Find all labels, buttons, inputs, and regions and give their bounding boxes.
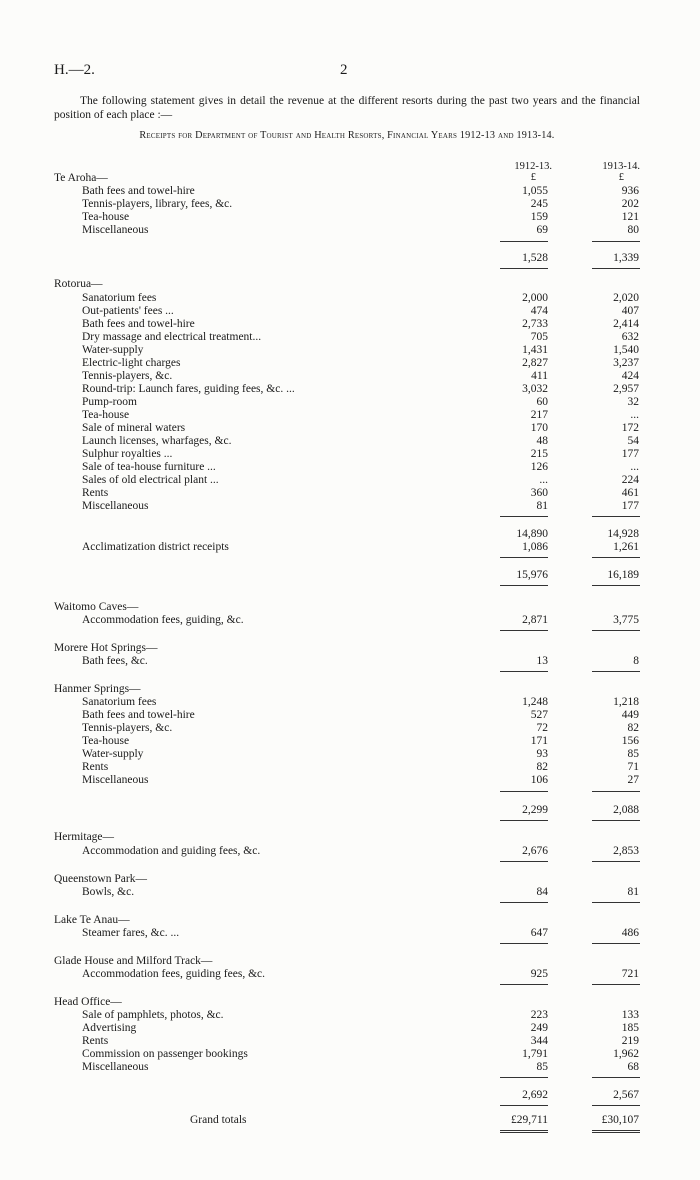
line-item-row	[0, 968, 700, 981]
value-1912-13: ...	[539, 474, 548, 486]
total-rule	[500, 671, 548, 672]
section-heading-row	[0, 172, 700, 185]
total-rule	[500, 557, 548, 558]
line-item-row	[0, 396, 700, 409]
value-1912-13: 13	[536, 655, 548, 667]
row-label: Grand totals	[190, 1114, 247, 1126]
value-1912-13: 15,976	[516, 569, 548, 581]
column-year: 1913-14.	[602, 161, 640, 172]
row-label: Water-supply	[82, 748, 144, 760]
section-title: Te Aroha—	[54, 172, 108, 184]
row-label: Bath fees and towel-hire	[82, 185, 195, 197]
section-heading-row	[0, 278, 700, 291]
table-caption-text: Receipts for Department of Tourist and Health Resorts, Financial Years 1912-13 and 1913-14.	[139, 130, 555, 141]
value-1912-13: 2,871	[522, 614, 548, 626]
line-item-row	[0, 709, 700, 722]
row-label: Rents	[82, 1035, 109, 1047]
line-item-row	[0, 448, 700, 461]
section-title: Hermitage—	[54, 831, 115, 843]
value-1913-14: 82	[627, 722, 639, 734]
double-rule	[500, 1130, 548, 1133]
line-item-row	[0, 305, 700, 318]
grand-total-row	[0, 1114, 700, 1127]
section-title: Hanmer Springs—	[54, 683, 141, 695]
total-rule	[592, 516, 640, 517]
total-rule	[500, 1105, 548, 1106]
total-rule	[500, 902, 548, 903]
value-1913-14: 3,775	[613, 614, 639, 626]
table-caption	[54, 129, 640, 142]
value-1913-14: 177	[621, 500, 639, 512]
value-1912-13: 1,431	[522, 344, 548, 356]
row-label: Tea-house	[82, 211, 130, 223]
total-rule	[500, 241, 548, 242]
value-1912-13: 1,791	[522, 1048, 548, 1060]
total-rule	[500, 943, 548, 944]
section-heading-row	[0, 873, 700, 886]
total-rule	[592, 630, 640, 631]
value-1913-14: 133	[621, 1009, 639, 1021]
value-1913-14: 1,962	[613, 1048, 639, 1060]
value-1913-14: 449	[621, 709, 639, 721]
line-item-row	[0, 474, 700, 487]
section-title: Morere Hot Springs—	[54, 642, 158, 654]
value-1912-13: 925	[530, 968, 548, 980]
line-item-row	[0, 696, 700, 709]
section-heading-row	[0, 914, 700, 927]
row-label: Sale of mineral waters	[82, 422, 186, 434]
value-1912-13: 14,890	[516, 528, 548, 540]
section-heading-row	[0, 601, 700, 614]
total-rule	[592, 902, 640, 903]
value-1912-13: 81	[536, 500, 548, 512]
value-1912-13: 2,676	[522, 845, 548, 857]
value-1913-14: 721	[621, 968, 639, 980]
section-heading-row	[0, 683, 700, 696]
value-1913-14: 16,189	[607, 569, 639, 581]
row-label: Tea-house	[82, 735, 130, 747]
line-item-row	[0, 344, 700, 357]
subtotal-row	[0, 528, 700, 541]
value-1912-13: 69	[536, 224, 548, 236]
double-rule	[592, 1130, 640, 1133]
value-1912-13: 245	[530, 198, 548, 210]
line-item-row	[0, 435, 700, 448]
total-rule	[500, 585, 548, 586]
row-label: Sulphur royalties ...	[82, 448, 173, 460]
total-rule	[500, 1077, 548, 1078]
value-1912-13: 2,733	[522, 318, 548, 330]
total-rule	[592, 557, 640, 558]
section-title: Waitomo Caves—	[54, 601, 139, 613]
row-label: Bath fees, &c.	[82, 655, 148, 667]
row-label: Water-supply	[82, 344, 144, 356]
value-1912-13: 93	[536, 748, 548, 760]
line-item-row	[0, 1009, 700, 1022]
value-1913-14: 32	[627, 396, 639, 408]
total-rule	[500, 516, 548, 517]
line-item-row	[0, 185, 700, 198]
value-1912-13: 2,000	[522, 292, 548, 304]
value-1913-14: 2,957	[613, 383, 639, 395]
row-label: Miscellaneous	[82, 224, 149, 236]
row-label: Sales of old electrical plant ...	[82, 474, 219, 486]
value-1912-13: 170	[530, 422, 548, 434]
line-item-row	[0, 500, 700, 513]
line-item-row	[0, 409, 700, 422]
value-1913-14: 80	[627, 224, 639, 236]
value-1912-13: 647	[530, 927, 548, 939]
line-item-row	[0, 211, 700, 224]
value-1913-14: 219	[621, 1035, 639, 1047]
value-1913-14: 224	[621, 474, 639, 486]
value-1913-14: 121	[621, 211, 639, 223]
line-item-row	[0, 735, 700, 748]
subtotal-row	[0, 252, 700, 265]
value-1912-13: 705	[530, 331, 548, 343]
value-1912-13: 360	[530, 487, 548, 499]
row-label: Launch licenses, wharfages, &c.	[82, 435, 232, 447]
value-1912-13: 72	[536, 722, 548, 734]
total-rule	[592, 1105, 640, 1106]
value-1913-14: 632	[621, 331, 639, 343]
subtotal-row	[0, 569, 700, 582]
value-1912-13: 3,032	[522, 383, 548, 395]
column-year: 1912-13.	[514, 161, 552, 172]
total-rule	[592, 241, 640, 242]
row-label: Tennis-players, &c.	[82, 722, 173, 734]
value-1913-14: ...	[630, 409, 639, 421]
row-label: Sanatorium fees	[82, 292, 157, 304]
line-item-row	[0, 487, 700, 500]
row-label: Bath fees and towel-hire	[82, 709, 195, 721]
line-item-row	[0, 774, 700, 787]
total-rule	[592, 861, 640, 862]
total-rule	[592, 671, 640, 672]
row-label: Bowls, &c.	[82, 886, 135, 898]
row-label: Bath fees and towel-hire	[82, 318, 195, 330]
value-1913-14: 177	[621, 448, 639, 460]
page-number: 2	[340, 62, 348, 78]
value-1913-14: 3,237	[613, 357, 639, 369]
total-rule	[500, 630, 548, 631]
subtotal-row	[0, 1089, 700, 1102]
line-item-row	[0, 655, 700, 668]
value-1912-13: 106	[530, 774, 548, 786]
value-1912-13: 527	[530, 709, 548, 721]
value-1913-14: 407	[621, 305, 639, 317]
line-item-row	[0, 1061, 700, 1074]
value-1913-14: 1,540	[613, 344, 639, 356]
value-1913-14: 185	[621, 1022, 639, 1034]
value-1913-14: 14,928	[607, 528, 639, 540]
line-item-row	[0, 331, 700, 344]
value-1912-13: 1,248	[522, 696, 548, 708]
value-1912-13: 85	[536, 1061, 548, 1073]
section-heading-row	[0, 955, 700, 968]
line-item-row	[0, 422, 700, 435]
value-1913-14: 156	[621, 735, 639, 747]
section-heading-row	[0, 831, 700, 844]
row-label: Round-trip: Launch fares, guiding fees, &c. ...	[82, 383, 295, 395]
line-item-row	[0, 1022, 700, 1035]
value-1913-14: 85	[627, 748, 639, 760]
row-label: Accommodation and guiding fees, &c.	[82, 845, 261, 857]
total-rule	[592, 984, 640, 985]
value-1913-14: 68	[627, 1061, 639, 1073]
section-title: Glade House and Milford Track—	[54, 955, 213, 967]
value-1913-14: 27	[627, 774, 639, 786]
line-item-row	[0, 722, 700, 735]
value-1913-14: ...	[630, 461, 639, 473]
total-rule	[592, 943, 640, 944]
line-item-row	[0, 614, 700, 627]
value-1912-13: 2,692	[522, 1089, 548, 1101]
value-1913-14: 461	[621, 487, 639, 499]
value-1913-14: 172	[621, 422, 639, 434]
section-title: Queenstown Park—	[54, 873, 147, 885]
line-item-row	[0, 198, 700, 211]
value-1913-14: 2,020	[613, 292, 639, 304]
line-item-row	[0, 761, 700, 774]
value-1913-14: 424	[621, 370, 639, 382]
value-1912-13: 84	[536, 886, 548, 898]
value-1912-13: 171	[530, 735, 548, 747]
row-label: Electric-light charges	[82, 357, 181, 369]
line-item-row	[0, 845, 700, 858]
row-label: Rents	[82, 487, 109, 499]
value-1912-13: 215	[530, 448, 548, 460]
value-1912-13: 474	[530, 305, 548, 317]
section-title: Rotorua—	[54, 278, 103, 290]
value-1913-14: 936	[621, 185, 639, 197]
row-label: Sale of pamphlets, photos, &c.	[82, 1009, 224, 1021]
total-rule	[592, 585, 640, 586]
line-item-row	[0, 461, 700, 474]
line-item-row	[0, 292, 700, 305]
subtotal-row	[0, 804, 700, 817]
value-1913-14: 1,339	[613, 252, 639, 264]
value-1913-14: 71	[627, 761, 639, 773]
total-rule	[592, 820, 640, 821]
row-label: Pump-room	[82, 396, 137, 408]
total-rule	[592, 791, 640, 792]
row-label: Tennis-players, &c.	[82, 370, 173, 382]
value-1913-14: 486	[621, 927, 639, 939]
section-heading-row	[0, 996, 700, 1009]
value-1913-14: 2,088	[613, 804, 639, 816]
value-1913-14: 8	[633, 655, 639, 667]
row-label: Commission on passenger bookings	[82, 1048, 248, 1060]
total-rule	[500, 268, 548, 269]
line-item-row	[0, 886, 700, 899]
section-heading-row	[0, 642, 700, 655]
row-label: Rents	[82, 761, 109, 773]
row-label: Tea-house	[82, 409, 130, 421]
line-item-row	[0, 748, 700, 761]
total-rule	[592, 268, 640, 269]
total-rule	[500, 791, 548, 792]
value-1912-13: 223	[530, 1009, 548, 1021]
row-label: Advertising	[82, 1022, 137, 1034]
value-1912-13: 1,086	[522, 541, 548, 553]
line-item-row	[0, 1048, 700, 1061]
value-1913-14: 54	[627, 435, 639, 447]
row-label: Steamer fares, &c. ...	[82, 927, 180, 939]
value-1912-13: 1,055	[522, 185, 548, 197]
row-label: Accommodation fees, guiding, &c.	[82, 614, 244, 626]
value-1913-14: 202	[621, 198, 639, 210]
value-1912-13: 60	[536, 396, 548, 408]
value-1913-14: 2,414	[613, 318, 639, 330]
row-label: Tennis-players, library, fees, &c.	[82, 198, 233, 210]
row-label: Sale of tea-house furniture ...	[82, 461, 216, 473]
line-item-row	[0, 318, 700, 331]
value-1912-13: 82	[536, 761, 548, 773]
value-1912-13: 249	[530, 1022, 548, 1034]
value-1913-14: 2,567	[613, 1089, 639, 1101]
line-item-row	[0, 357, 700, 370]
value-1912-13: 48	[536, 435, 548, 447]
line-item-row	[0, 1035, 700, 1048]
value-1912-13: 2,299	[522, 804, 548, 816]
line-item-row	[0, 224, 700, 237]
row-label: Out-patients' fees ...	[82, 305, 174, 317]
total-rule	[592, 1077, 640, 1078]
row-label: Acclimatization district receipts	[82, 541, 229, 553]
value-1912-13: 126	[530, 461, 548, 473]
section-title: Lake Te Anau—	[54, 914, 130, 926]
value-1912-13: 2,827	[522, 357, 548, 369]
value-1913-14: 1,218	[613, 696, 639, 708]
value-1912-13: 344	[530, 1035, 548, 1047]
row-label: Sanatorium fees	[82, 696, 157, 708]
row-label: Accommodation fees, guiding fees, &c.	[82, 968, 265, 980]
report-code: H.—2.	[54, 62, 95, 78]
value-1913-14: 2,853	[613, 845, 639, 857]
value-1912-13: £29,711	[511, 1114, 548, 1126]
line-item-row	[0, 541, 700, 554]
value-1913-14: 81	[627, 886, 639, 898]
value-1912-13: 411	[531, 370, 548, 382]
column-unit: £	[530, 172, 536, 183]
line-item-row	[0, 927, 700, 940]
total-rule	[500, 820, 548, 821]
line-item-row	[0, 370, 700, 383]
row-label: Miscellaneous	[82, 774, 149, 786]
row-label: Miscellaneous	[82, 1061, 149, 1073]
value-1912-13: 1,528	[522, 252, 548, 264]
value-1913-14: 1,261	[613, 541, 639, 553]
row-label: Dry massage and electrical treatment...	[82, 331, 262, 343]
row-label: Miscellaneous	[82, 500, 149, 512]
value-1913-14: £30,107	[601, 1114, 639, 1126]
line-item-row	[0, 383, 700, 396]
intro-paragraph: The following statement gives in detail the revenue at the different resorts during the past two years and the financial position of each place :—	[54, 95, 640, 121]
value-1912-13: 217	[530, 409, 548, 421]
column-unit: £	[618, 172, 624, 183]
total-rule	[500, 861, 548, 862]
total-rule	[500, 984, 548, 985]
value-1912-13: 159	[530, 211, 548, 223]
section-title: Head Office—	[54, 996, 122, 1008]
